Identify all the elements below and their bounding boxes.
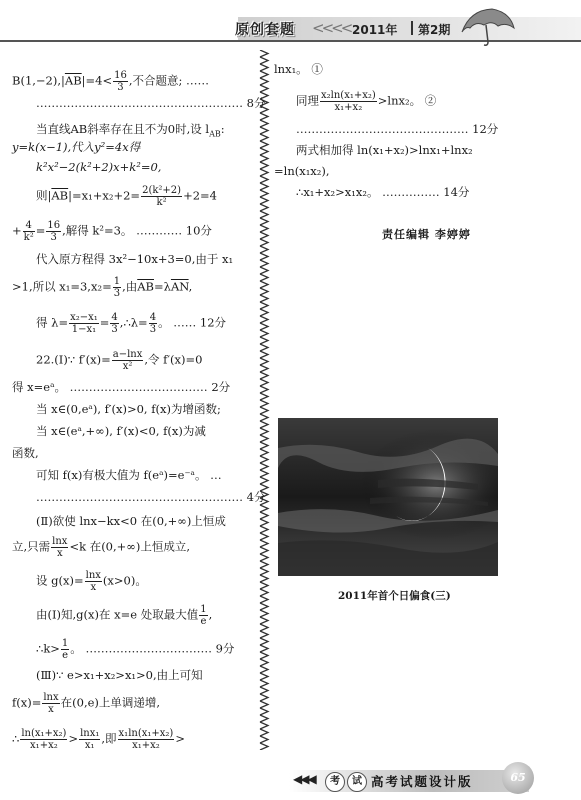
text-line: k²x²−2(k²+2)x+k²=0,	[36, 160, 162, 174]
photo-caption: 2011年首个日偏食(三)	[338, 590, 451, 602]
text-line: 由(Ⅰ)知,g(x)在 x=e 处取最大值 $\frac{1}{e}$ ,	[36, 604, 213, 627]
text-line: f(x)= $\frac{\ln x}{x}$ 在(0,e)上单调递增,	[12, 692, 161, 715]
page-number: 65	[502, 762, 534, 794]
text-line: $B(1,-2),|\overline{AB}|=4<$ $\frac{16}{3}$ ,不合题意; ……	[12, 70, 210, 93]
text-line: 设 g(x)= $\frac{\ln x}{x}$ (x>0)。	[36, 570, 147, 593]
text-line: (Ⅱ)欲使 lnx−kx<0 在(0,+∞)上恒成	[36, 514, 226, 528]
text-line: (Ⅲ)∵ e>x₁+x₂>x₁>0,由上可知	[36, 668, 203, 682]
text-line: ∴ $\frac{\text{ln(x₁+x₂)}}{\text{x₁+x₂}}$ > $\frac{\text{lnx₁}}{\text{x₁}}$ ,即 $\frac{\text{x₁ln(x₁+x₂)}}{\text{x₁+x₂}}$ >	[12, 728, 185, 751]
text-line: y=k(x−1),代入y²=4x得	[12, 140, 141, 154]
header-separator	[411, 21, 413, 35]
header-issue: 第2期	[418, 23, 451, 37]
text-line: ∴k> $\frac{1}{e}$ 。 …………………………… 9分	[36, 638, 235, 661]
text-line: 当 x∈(0,eᵃ), f′(x)>0, f(x)为增函数;	[36, 402, 221, 416]
header-year: 2011年	[352, 23, 398, 37]
text-line: 当 x∈(eᵃ,+∞), f′(x)<0, f(x)为减	[36, 424, 206, 438]
text-line: 可知 f(x)有极大值为 f(eᵃ)=e⁻ᵃ。 …	[36, 468, 222, 482]
text-line: 则$|\overline{AB}|=x_1+x_2+2=$ $\frac{\text{2(k²+2)}}{\text{k²}}$ +2=4	[36, 185, 217, 208]
text-line: + $\frac{4}{\text{k²}}$ = $\frac{16}{3}$ ,解得 k²=3。 ………… 10分	[12, 220, 212, 243]
score-line: ……………………………………… 12分	[296, 122, 499, 136]
text-line: 函数,	[12, 446, 39, 460]
score-line: ……………………………………………… 4分	[36, 490, 266, 504]
score-line: ……………………………………………… 8分	[36, 96, 266, 110]
column-chain-divider	[258, 50, 270, 750]
arrow-left-icon: ◀◀◀	[293, 772, 315, 786]
partial-eclipse-photo	[278, 418, 498, 576]
text-line: 两式相加得 ln(x₁+x₂)>lnx₁+lnx₂	[296, 143, 473, 157]
text-line: 得 λ= $\frac{\text{x₂−x₁}}{\text{1−x₁}}$ = $\frac{4}{3}$ ,∴λ= $\frac{4}{3}$ 。 …… 12分	[36, 312, 227, 335]
editor-credit: 责任编辑 李婷婷	[382, 228, 471, 241]
text-line: ∴x₁+x₂>x₁x₂。 …………… 14分	[296, 185, 470, 199]
footer-badge-char: 试	[347, 772, 367, 792]
text-line: 同理 $\frac{\text{x₂ln(x₁+x₂)}}{\text{x₁+x₂}}$ >lnx₂。 ②	[296, 90, 437, 113]
umbrella-icon	[458, 6, 516, 48]
footer-badge-char: 考	[325, 772, 345, 792]
text-line: =ln(x₁x₂),	[274, 164, 330, 178]
text-line: 立,只需 $\frac{\ln x}{x}$ <k 在(0,+∞)上恒成立,	[12, 536, 191, 559]
text-line: 代入原方程得 3x²−10x+3=0,由于 x₁	[36, 252, 234, 266]
text-line: >1,所以 x₁=3,x₂= $\frac{1}{3}$ ,由$\overline{AB}=\lambda\overline{AN}$,	[12, 276, 193, 299]
text-line: lnx₁。 ①	[274, 62, 323, 76]
footer-title: 高考试题设计版	[371, 774, 473, 789]
text-line: 得 x=eᵃ。 ……………………………… 2分	[12, 380, 231, 394]
text-line: 当直线AB斜率存在且不为0时,设 $l_{AB}$:	[36, 122, 225, 139]
text-line: 22.(Ⅰ)∵ f′(x)= $\frac{a-\ln x}{\text{x²}}$ ,令 f′(x)=0	[36, 349, 203, 372]
header-section-title: 原创套题	[235, 22, 295, 38]
chevron-decoration-icon: <<<<	[312, 19, 351, 37]
